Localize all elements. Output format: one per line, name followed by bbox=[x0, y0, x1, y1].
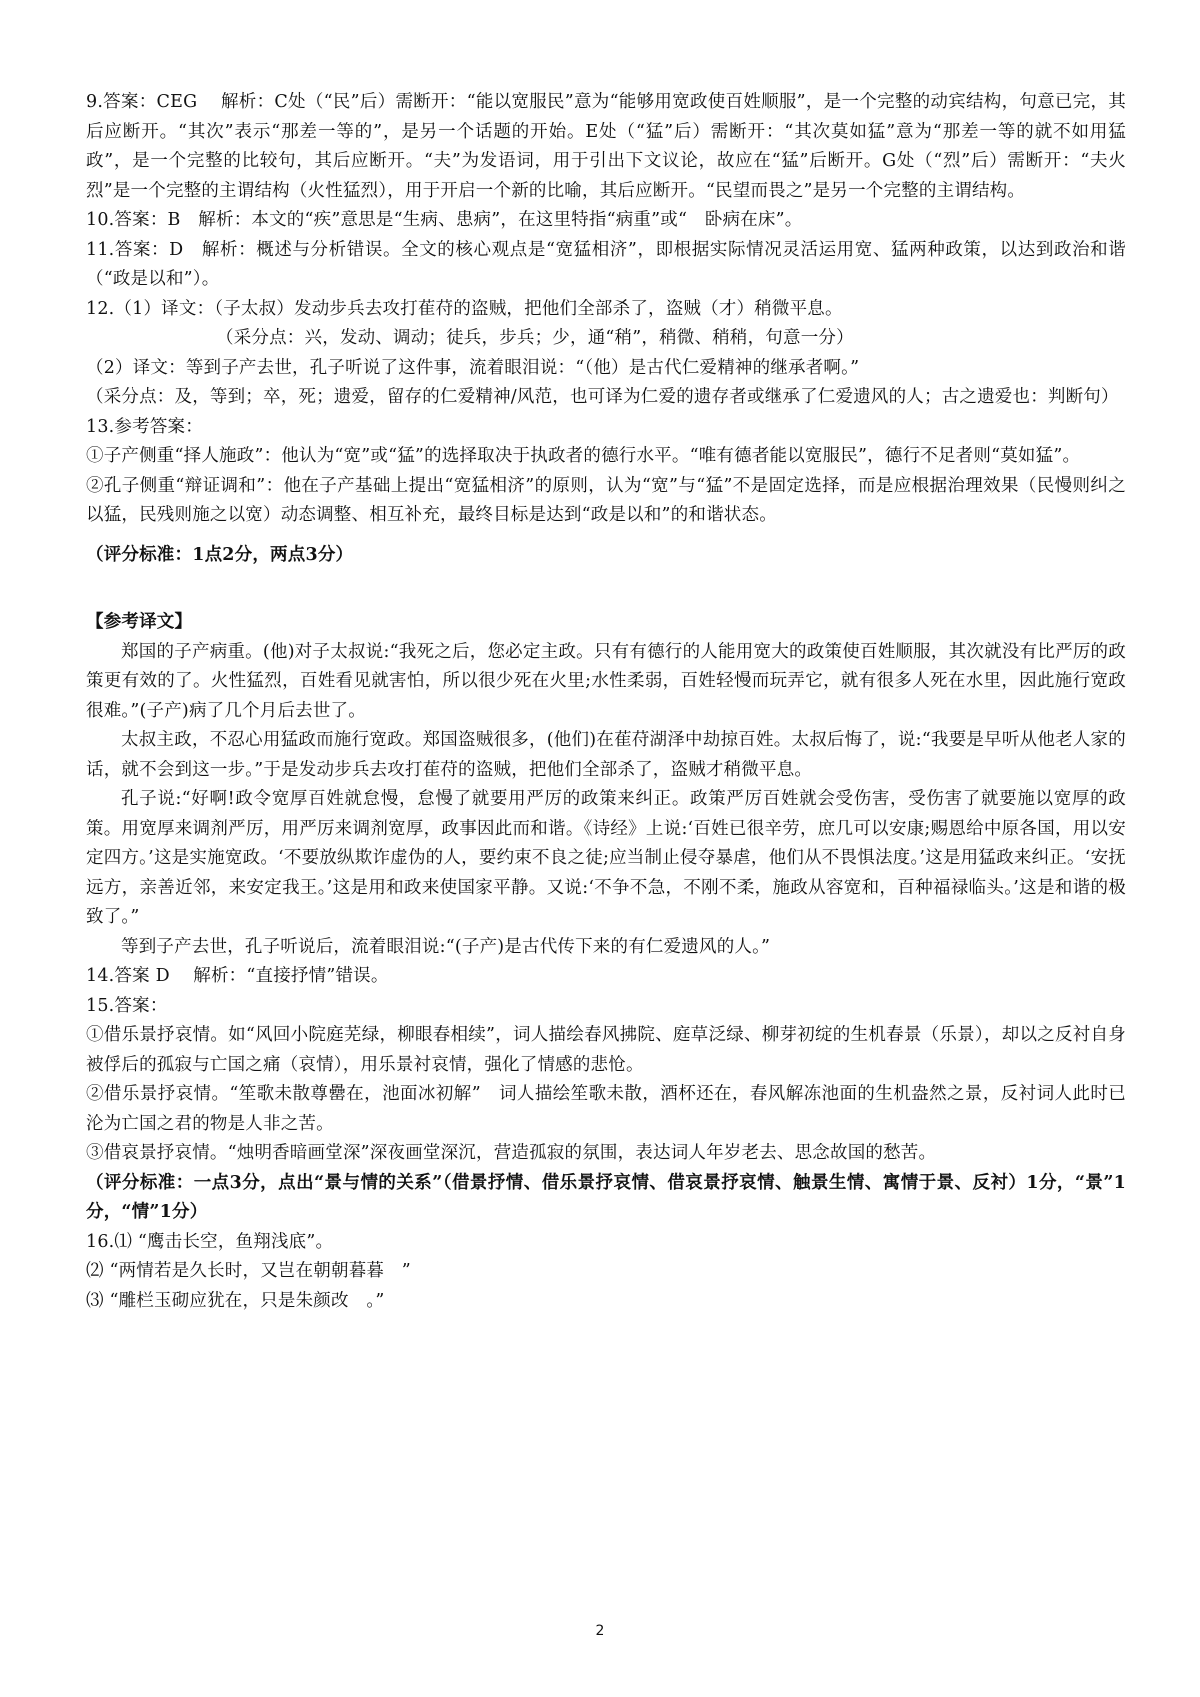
q16-item-3: ⑶ “雕栏玉砌应犹在，只是朱颜改 。” bbox=[86, 1290, 385, 1311]
q12-scoring-2: （采分点：及，等到；卒，死；遗爱，留存的仁爱精神/风范，也可译为仁爱的遗存者或继承了仁爱遗风的人；古之遗爱也：判断句） bbox=[86, 387, 1119, 407]
q12-translation-2: （2）译文：等到子产去世，孔子听说了这件事，流着眼泪说：“（他）是古代仁爱精神的继承者啊。” bbox=[86, 357, 860, 378]
q12-scoring-1: （采分点：兴，发动、调动；徒兵，步兵；少，通“稍”，稍微、稍稍，句意一分） bbox=[216, 328, 854, 348]
q15-point-1: ①借乐景抒哀情。如“风回小院庭芜绿，柳眼春相续”，词人描绘春风拂院、庭草泛绿、柳芽初绽的生机春景（乐景），却以之反衬自身被俘后的孤寂与亡国之痛（哀情），用乐景衬哀情，强化了情感的悲怆。 bbox=[86, 1025, 1126, 1075]
answer-content bbox=[86, 88, 1126, 1316]
q9-answer: 9.答案：CEG 解析：C处（“民”后）需断开：“能以宽服民”意为“能够用宽政使百姓顺服”，是一个完整的动宾结构，句意已完，其后应断开。“其次”表示“那差一等的”，是另一个话题的开始。E处（“猛”后）需断开：“其次莫如猛”意为“那差一等的就不如用猛政”，是一个完整的比较句，其后应断开。“夫”为发语词，用于引出下文议论，故应在“猛”后断开。G处（“烈”后）需断开：“夫火烈”是一个完整的主谓结构（火性猛烈），用于开启一个新的比喻，其后应断开。“民望而畏之”是另一个完整的主谓结构。 bbox=[86, 92, 1126, 201]
q11-answer: 11.答案：D 解析：概述与分析错误。全文的核心观点是“宽猛相济”，即根据实际情况灵活运用宽、猛两种政策，以达到政治和谐（“政是以和”）。 bbox=[86, 239, 1126, 289]
q16-item-2: ⑵ “两情若是久长时，又岂在朝朝暮暮 ” bbox=[86, 1261, 411, 1281]
q10-answer: 10.答案：B 解析：本文的“疾”意思是“生病、患病”，在这里特指“病重”或“ 卧病在床”。 bbox=[86, 210, 803, 230]
q12-translation-1: 12.（1）译文：（子太叔）发动步兵去攻打萑苻的盗贼，把他们全部杀了，盗贼（才）稍微平息。 bbox=[86, 298, 843, 319]
spacer bbox=[86, 570, 1126, 608]
q13-scoring: （评分标准：1点2分，两点3分） bbox=[86, 544, 354, 565]
translation-paragraph-4: 等到子产去世，孔子听说后，流着眼泪说:“(子产)是古代传下来的有仁爱遗风的人。” bbox=[121, 936, 771, 957]
q14-answer: 14.答案 D 解析：“直接抒情”错误。 bbox=[86, 966, 389, 986]
q16-item-1: 16.⑴ “鹰击长空，鱼翔浅底”。 bbox=[86, 1231, 334, 1252]
q13-point-1: ①子产侧重“择人施政”：他认为“宽”或“猛”的选择取决于执政者的德行水平。“唯有德者能以宽服民”，德行不足者则“莫如猛”。 bbox=[86, 446, 1081, 466]
translation-paragraph-1: 郑国的子产病重。(他)对子太叔说:“我死之后，您必定主政。只有有德行的人能用宽大的政策使百姓顺服，其次就没有比严厉的政策更有效的了。火性猛烈，百姓看见就害怕，所以很少死在火里;水性柔弱，百姓轻慢而玩弄它，就有很多人死在水里，因此施行宽政很难。”(子产)病了几个月后去世了。 bbox=[86, 641, 1126, 721]
q15-scoring: （评分标准：一点3分，点出“景与情的关系”（借景抒情、借乐景抒哀情、借哀景抒哀情、触景生情、寓情于景、反衬）1分，“景”1分，“情”1分） bbox=[86, 1172, 1126, 1222]
translation-paragraph-3: 孔子说:“好啊!政令宽厚百姓就怠慢，怠慢了就要用严厉的政策来纠正。政策严厉百姓就会受伤害，受伤害了就要施以宽厚的政策。用宽厚来调剂严厉，用严厉来调剂宽厚，政事因此而和谐。《诗经》上说:‘百姓已很辛劳，庶几可以安康;赐恩给中原各国，用以安定四方。’这是实施宽政。‘不要放纵欺诈虚伪的人，要约束不良之徒;应当制止侵夺暴虐，他们从不畏惧法度。’这是用猛政来纠正。‘安抚远方，亲善近邻，来安定我王。’这是用和政来使国家平静。又说:‘不争不急，不刚不柔，施政从容宽和，百种福禄临头。’这是和谐的极致了。” bbox=[86, 789, 1126, 927]
translation-paragraph-2: 太叔主政，不忍心用猛政而施行宽政。郑国盗贼很多，(他们)在萑苻湖泽中劫掠百姓。太叔后悔了，说:“我要是早听从他老人家的话，就不会到这一步。”于是发动步兵去攻打萑苻的盗贼，把他们全部杀了，盗贼才稍微平息。 bbox=[86, 730, 1126, 780]
q13-point-2: ②孔子侧重“辩证调和”：他在子产基础上提出“宽猛相济”的原则，认为“宽”与“猛”不是固定选择，而是应根据治理效果（民慢则纠之以猛，民残则施之以宽）动态调整、相互补充，最终目标是达到“政是以和”的和谐状态。 bbox=[86, 475, 1126, 525]
page-number: 2 bbox=[595, 1623, 605, 1639]
spacer bbox=[86, 531, 1126, 541]
translation-heading: 【参考译文】 bbox=[86, 612, 193, 632]
q15-heading: 15.答案： bbox=[86, 995, 168, 1016]
q15-point-3: ③借哀景抒哀情。“烛明香暗画堂深”深夜画堂深沉，营造孤寂的氛围，表达词人年岁老去、思念故国的愁苦。 bbox=[86, 1143, 937, 1163]
q15-point-2: ②借乐景抒哀情。“笙歌未散尊罍在，池面冰初解” 词人描绘笙歌未散，酒杯还在，春风解冻池面的生机盎然之景，反衬词人此时已沦为亡国之君的物是人非之苦。 bbox=[86, 1084, 1126, 1134]
q13-heading: 13.参考答案： bbox=[86, 416, 203, 437]
